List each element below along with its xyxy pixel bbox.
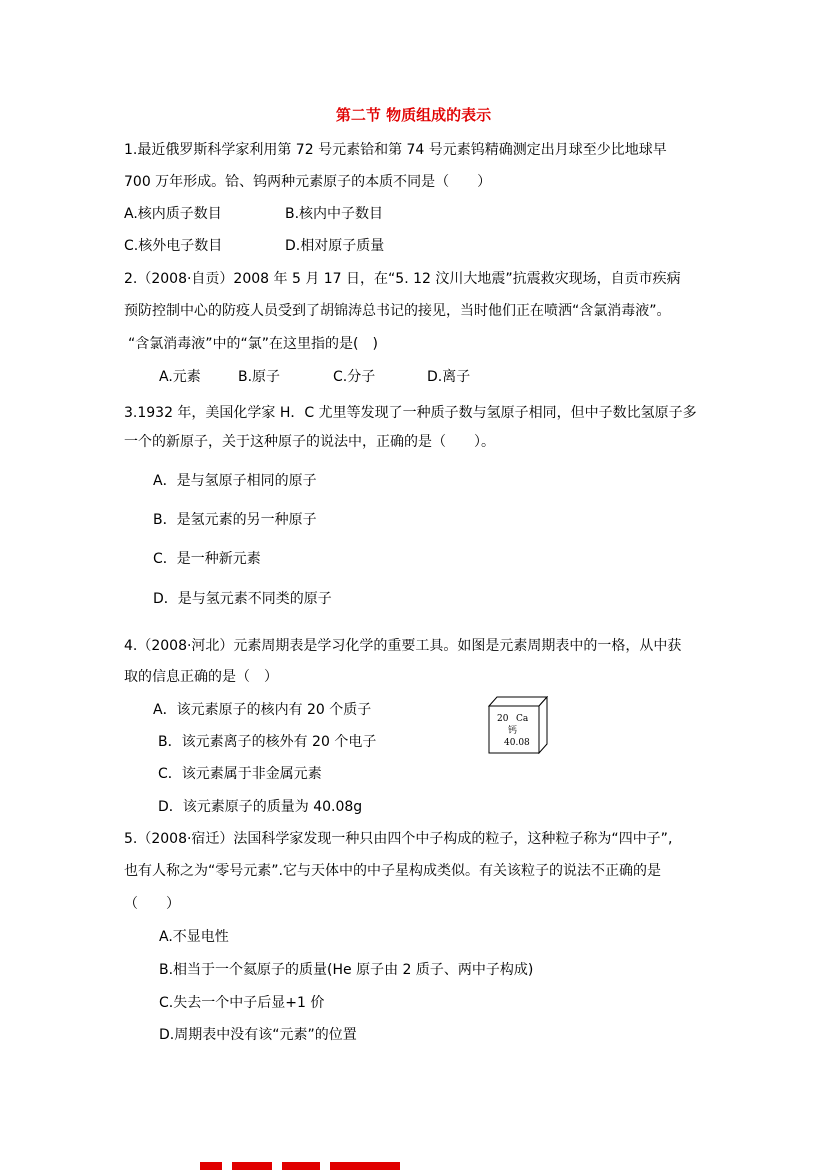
question-5-option-a: A.不显电性: [159, 929, 229, 945]
element-atomic-mass: 40.08: [504, 738, 530, 748]
question-4-option-d: D．该元素原子的质量为 40.08g: [158, 799, 363, 815]
question-4-line-2: 取的信息正确的是（ ）: [124, 669, 278, 685]
element-atomic-number: 20: [497, 714, 509, 724]
question-2-line-2: 预防控制中心的防疫人员受到了胡锦涛总书记的接见，当时他们正在喷洒“含氯消毒液”。: [124, 303, 671, 319]
question-3-line-1: 3.1932 年，美国化学家 H．C 尤里等发现了一种质子数与氢原子相同，但中子数比氢原子多: [124, 405, 697, 421]
page-title: 第二节 物质组成的表示: [335, 106, 492, 124]
question-1-line-2: 700 万年形成。铪、钨两种元素原子的本质不同是（ ）: [124, 174, 492, 190]
question-1-option-d: D.相对原子质量: [285, 238, 385, 254]
question-3-option-b: B．是氢元素的另一种原子: [153, 512, 317, 528]
question-2-option-b: B.原子: [238, 369, 281, 385]
question-2-option-d: D.离子: [427, 369, 471, 385]
question-5-option-c: C.失去一个中子后显+1 价: [159, 995, 325, 1011]
element-symbol: Ca: [516, 714, 529, 724]
question-3-line-2: 一个的新原子，关于这种原子的说法中，正确的是（ ）。: [124, 434, 495, 450]
question-5-line-1: 5.（2008·宿迁）法国科学家发现一种只由四个中子构成的粒子，这种粒子称为“四中子”,: [124, 831, 673, 847]
question-3-option-d: D．是与氢元素不同类的原子: [153, 591, 332, 607]
question-4-line-1: 4.（2008·河北）元素周期表是学习化学的重要工具。如图是元素周期表中的一格，从中获: [124, 638, 682, 654]
question-1-line-1: 1.最近俄罗斯科学家利用第 72 号元素铪和第 74 号元素钨精确测定出月球至少比地球早: [124, 142, 667, 158]
element-name: 钙: [508, 726, 518, 736]
question-3-option-a: A．是与氢原子相同的原子: [153, 473, 317, 489]
question-5-line-2: 也有人称之为“零号元素”.它与天体中的中子星构成类似。有关该粒子的说法不正确的是: [124, 863, 661, 879]
question-4-option-a: A．该元素原子的核内有 20 个质子: [153, 702, 372, 718]
question-1-option-a: A.核内质子数目: [124, 206, 222, 222]
question-5-option-b: B.相当于一个氦原子的质量(He 原子由 2 质子、两中子构成): [159, 962, 534, 978]
question-1-option-b: B.核内中子数目: [285, 206, 384, 222]
question-2-line-1: 2.（2008·自贡）2008 年 5 月 17 日，在“5. 12 汶川大地震”抗震救灾现场，自贡市疾病: [124, 271, 681, 287]
question-5-option-d: D.周期表中没有该“元素”的位置: [159, 1027, 357, 1043]
periodic-table-cell-figure: [488, 696, 548, 754]
question-2-option-c: C.分子: [333, 369, 376, 385]
question-2-option-a: A.元素: [159, 369, 201, 385]
question-2-line-3: “含氯消毒液”中的“氯”在这里指的是( ): [128, 336, 378, 352]
question-1-option-c: C.核外电子数目: [124, 238, 223, 254]
cropped-footer-text: [200, 1162, 480, 1170]
question-5-line-3: （ ）: [124, 896, 180, 912]
question-4-option-c: C．该元素属于非金属元素: [158, 766, 322, 782]
question-4-option-b: B．该元素离子的核外有 20 个电子: [158, 734, 377, 750]
question-3-option-c: C．是一种新元素: [153, 551, 261, 567]
